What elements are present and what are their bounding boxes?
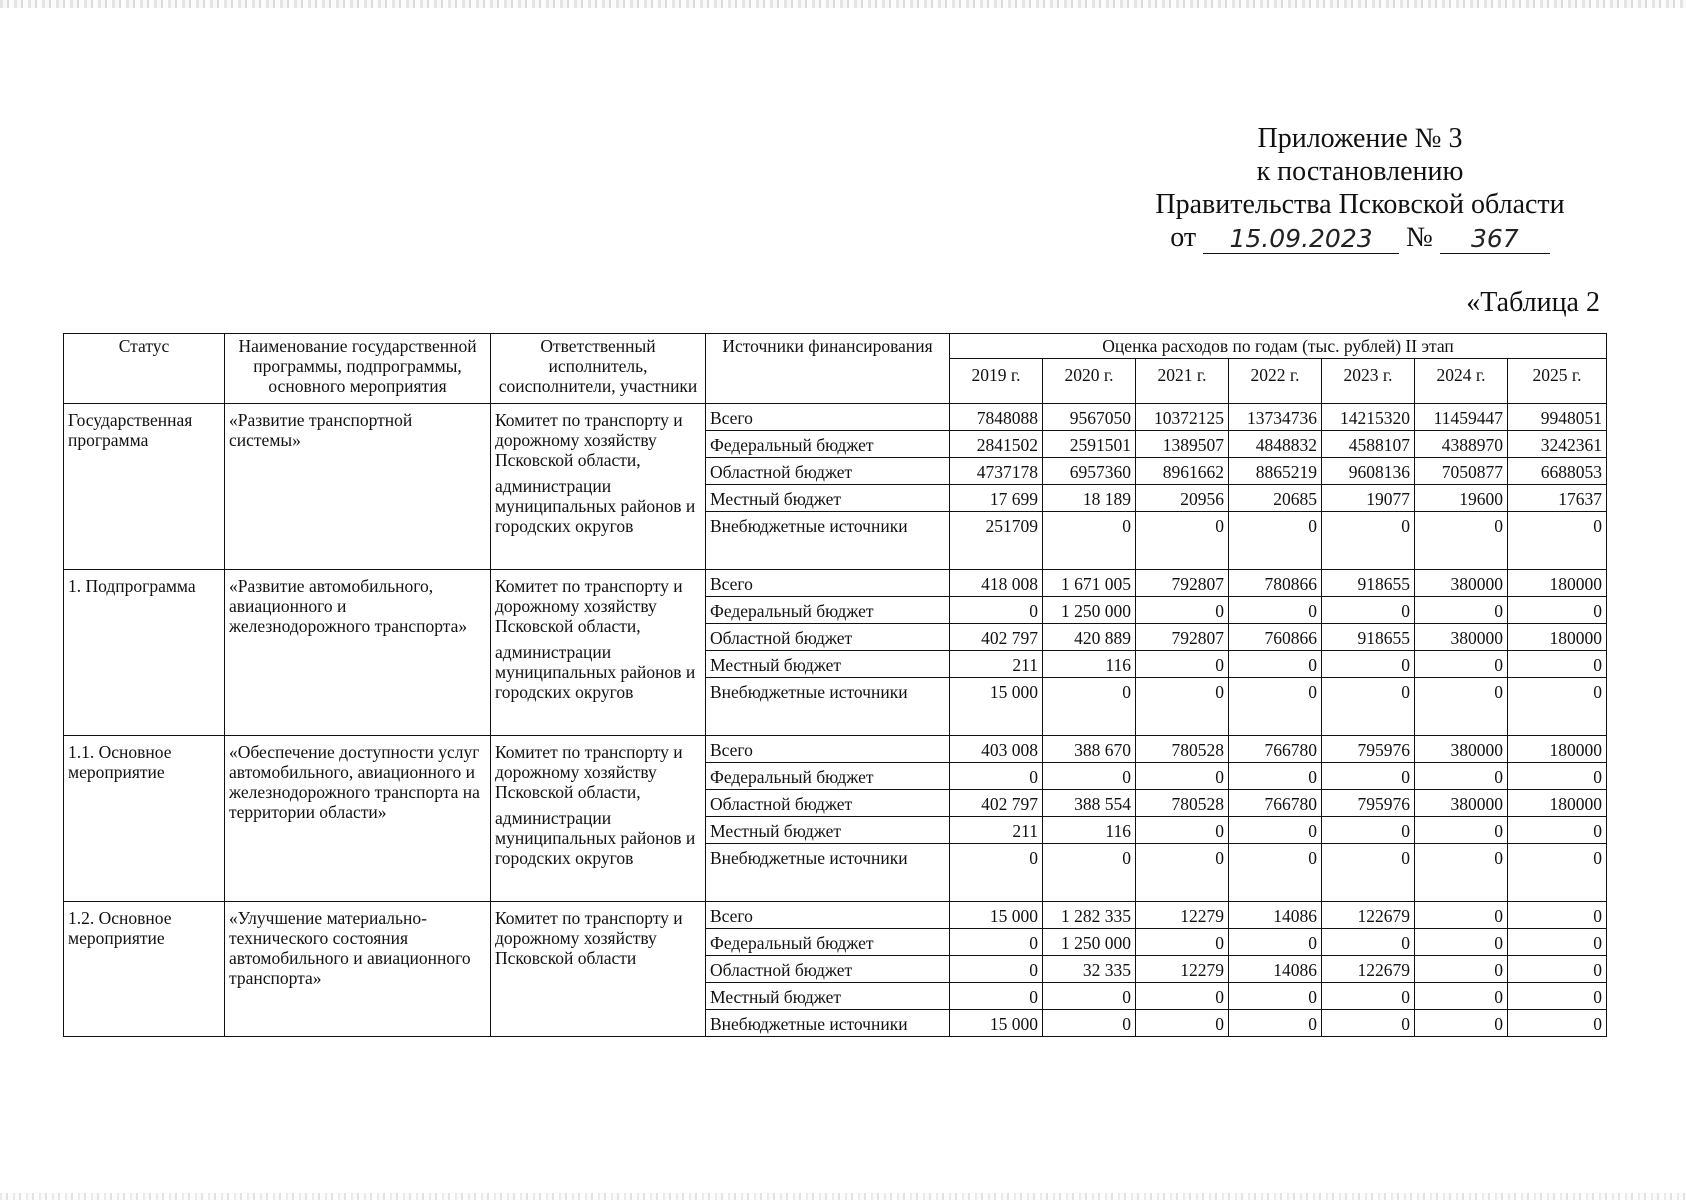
amount-cell: 388 554	[1043, 790, 1136, 817]
amount-cell: 420 889	[1043, 624, 1136, 651]
amount-cell: 380000	[1415, 790, 1508, 817]
header-year: 2019 г.	[950, 359, 1043, 404]
amount-cell: 0	[1415, 956, 1508, 983]
amount-cell: 0	[1136, 651, 1229, 678]
appendix-date-line	[1130, 221, 1590, 254]
funding-source-cell: Всего	[706, 570, 950, 597]
funding-source-cell: Внебюджетные источники	[706, 678, 950, 736]
appendix-reference: к постановлению	[1256, 156, 1464, 187]
amount-cell: 918655	[1322, 624, 1415, 651]
amount-cell: 0	[1136, 929, 1229, 956]
amount-cell: 12279	[1136, 956, 1229, 983]
funding-source-cell: Областной бюджет	[706, 458, 950, 485]
amount-cell: 0	[1136, 1010, 1229, 1037]
appendix-issuer: Правительства Псковской области	[1155, 189, 1565, 220]
amount-cell: 780528	[1136, 790, 1229, 817]
amount-cell: 0	[1508, 902, 1607, 929]
financing-table	[63, 333, 1607, 1037]
amount-cell: 0	[1508, 844, 1607, 902]
amount-cell: 0	[1229, 1010, 1322, 1037]
amount-cell: 8961662	[1136, 458, 1229, 485]
header-sources: Источники финансирования	[706, 334, 950, 404]
handwritten-date: 15.09.2023	[1203, 225, 1399, 254]
amount-cell: 1389507	[1136, 431, 1229, 458]
amount-cell: 0	[1229, 844, 1322, 902]
funding-source-cell: Федеральный бюджет	[706, 431, 950, 458]
funding-source-cell: Местный бюджет	[706, 817, 950, 844]
amount-cell: 3242361	[1508, 431, 1607, 458]
amount-cell: 0	[1415, 597, 1508, 624]
header-row-main	[64, 334, 1607, 359]
amount-cell: 17 699	[950, 485, 1043, 512]
amount-cell: 0	[1136, 844, 1229, 902]
amount-cell: 0	[1415, 817, 1508, 844]
amount-cell: 0	[1322, 763, 1415, 790]
amount-cell: 7050877	[1415, 458, 1508, 485]
amount-cell: 0	[1229, 512, 1322, 570]
table-row	[64, 902, 1607, 929]
amount-cell: 0	[1415, 651, 1508, 678]
amount-cell: 403 008	[950, 736, 1043, 763]
appendix-header	[1130, 122, 1590, 254]
status-cell: 1. Подпрограмма	[64, 570, 225, 736]
header-year: 2021 г.	[1136, 359, 1229, 404]
amount-cell: 14086	[1229, 902, 1322, 929]
executor-cell	[491, 902, 706, 1037]
executor-paragraph: Комитет по транспорту и дорожному хозяйству Псковской области,	[495, 576, 683, 636]
table-title: «Таблица 2	[1466, 287, 1600, 318]
executor-paragraph: администрации муниципальных районов и городских округов	[495, 808, 696, 868]
amount-cell: 251709	[950, 512, 1043, 570]
status-cell: 1.1. Основное мероприятие	[64, 736, 225, 902]
header-program-name: Наименование государственной программы, подпрограммы, основного мероприятия	[225, 334, 491, 404]
funding-source-cell: Внебюджетные источники	[706, 844, 950, 902]
amount-cell: 0	[1415, 983, 1508, 1010]
amount-cell: 0	[1322, 983, 1415, 1010]
amount-cell: 0	[1043, 983, 1136, 1010]
header-year: 2022 г.	[1229, 359, 1322, 404]
amount-cell: 12279	[1136, 902, 1229, 929]
header-year: 2020 г.	[1043, 359, 1136, 404]
amount-cell: 122679	[1322, 956, 1415, 983]
amount-cell: 780866	[1229, 570, 1322, 597]
amount-cell: 211	[950, 817, 1043, 844]
amount-cell: 0	[1322, 597, 1415, 624]
amount-cell: 0	[950, 763, 1043, 790]
program-name-cell: «Развитие транспортной системы»	[225, 404, 491, 570]
amount-cell: 15 000	[950, 678, 1043, 736]
executor-paragraph: администрации муниципальных районов и городских округов	[495, 476, 696, 536]
funding-source-cell: Внебюджетные источники	[706, 1010, 950, 1037]
amount-cell: 20685	[1229, 485, 1322, 512]
amount-cell: 14086	[1229, 956, 1322, 983]
amount-cell: 10372125	[1136, 404, 1229, 431]
handwritten-number: 367	[1440, 225, 1550, 254]
amount-cell: 780528	[1136, 736, 1229, 763]
table-header	[64, 334, 1607, 404]
amount-cell: 380000	[1415, 624, 1508, 651]
scan-edge-top	[0, 0, 1686, 8]
amount-cell: 0	[1415, 678, 1508, 736]
amount-cell: 180000	[1508, 570, 1607, 597]
amount-cell: 0	[1229, 678, 1322, 736]
header-year: 2023 г.	[1322, 359, 1415, 404]
funding-source-cell: Всего	[706, 736, 950, 763]
amount-cell: 211	[950, 651, 1043, 678]
amount-cell: 0	[1508, 983, 1607, 1010]
amount-cell: 180000	[1508, 790, 1607, 817]
amount-cell: 792807	[1136, 624, 1229, 651]
amount-cell: 792807	[1136, 570, 1229, 597]
funding-source-cell: Местный бюджет	[706, 983, 950, 1010]
amount-cell: 0	[1322, 678, 1415, 736]
amount-cell: 0	[1415, 512, 1508, 570]
amount-cell: 0	[1322, 817, 1415, 844]
amount-cell: 116	[1043, 651, 1136, 678]
funding-source-cell: Местный бюджет	[706, 485, 950, 512]
amount-cell: 0	[1508, 512, 1607, 570]
funding-source-cell: Всего	[706, 404, 950, 431]
amount-cell: 0	[1136, 678, 1229, 736]
amount-cell: 0	[1508, 651, 1607, 678]
header-executor: Ответственный исполнитель, соисполнители, участники	[491, 334, 706, 404]
amount-cell: 0	[950, 844, 1043, 902]
executor-paragraph: администрации муниципальных районов и городских округов	[495, 642, 696, 702]
amount-cell: 402 797	[950, 790, 1043, 817]
amount-cell: 0	[1229, 817, 1322, 844]
amount-cell: 19077	[1322, 485, 1415, 512]
amount-cell: 0	[1043, 844, 1136, 902]
executor-cell	[491, 570, 706, 736]
date-prefix: от	[1170, 222, 1197, 253]
program-name-cell: «Улучшение материально-технического состояния автомобильного и авиационного транспорта»	[225, 902, 491, 1037]
amount-cell: 766780	[1229, 736, 1322, 763]
amount-cell: 0	[950, 956, 1043, 983]
amount-cell: 7848088	[950, 404, 1043, 431]
amount-cell: 14215320	[1322, 404, 1415, 431]
amount-cell: 15 000	[950, 1010, 1043, 1037]
amount-cell: 0	[1043, 678, 1136, 736]
funding-source-cell: Областной бюджет	[706, 790, 950, 817]
amount-cell: 32 335	[1043, 956, 1136, 983]
amount-cell: 0	[1229, 763, 1322, 790]
amount-cell: 1 671 005	[1043, 570, 1136, 597]
amount-cell: 0	[1322, 1010, 1415, 1037]
executor-paragraph: Комитет по транспорту и дорожному хозяйству Псковской области,	[495, 410, 683, 470]
table-row	[64, 404, 1607, 431]
amount-cell: 0	[1415, 929, 1508, 956]
amount-cell: 4848832	[1229, 431, 1322, 458]
amount-cell: 0	[1322, 844, 1415, 902]
amount-cell: 0	[1415, 902, 1508, 929]
amount-cell: 15 000	[950, 902, 1043, 929]
amount-cell: 4388970	[1415, 431, 1508, 458]
amount-cell: 0	[1136, 983, 1229, 1010]
amount-cell: 0	[1322, 651, 1415, 678]
amount-cell: 0	[1229, 597, 1322, 624]
amount-cell: 0	[1136, 763, 1229, 790]
amount-cell: 9948051	[1508, 404, 1607, 431]
amount-cell: 0	[950, 983, 1043, 1010]
status-cell: 1.2. Основное мероприятие	[64, 902, 225, 1037]
table-body	[64, 404, 1607, 1037]
amount-cell: 388 670	[1043, 736, 1136, 763]
amount-cell: 402 797	[950, 624, 1043, 651]
scan-edge-bottom	[0, 1193, 1686, 1200]
amount-cell: 795976	[1322, 736, 1415, 763]
amount-cell: 0	[950, 929, 1043, 956]
executor-cell	[491, 404, 706, 570]
amount-cell: 2841502	[950, 431, 1043, 458]
amount-cell: 2591501	[1043, 431, 1136, 458]
amount-cell: 0	[1322, 929, 1415, 956]
header-expense-estimate: Оценка расходов по годам (тыс. рублей) II этап	[950, 334, 1607, 359]
amount-cell: 4588107	[1322, 431, 1415, 458]
amount-cell: 13734736	[1229, 404, 1322, 431]
amount-cell: 380000	[1415, 570, 1508, 597]
table-row	[64, 570, 1607, 597]
status-cell: Государственная программа	[64, 404, 225, 570]
amount-cell: 6688053	[1508, 458, 1607, 485]
amount-cell: 0	[1229, 651, 1322, 678]
amount-cell: 19600	[1415, 485, 1508, 512]
amount-cell: 380000	[1415, 736, 1508, 763]
amount-cell: 418 008	[950, 570, 1043, 597]
amount-cell: 0	[1136, 512, 1229, 570]
amount-cell: 0	[1229, 983, 1322, 1010]
number-label: №	[1406, 222, 1433, 253]
amount-cell: 0	[1508, 956, 1607, 983]
amount-cell: 20956	[1136, 485, 1229, 512]
header-status: Статус	[64, 334, 225, 404]
amount-cell: 0	[1043, 1010, 1136, 1037]
amount-cell: 0	[1508, 597, 1607, 624]
appendix-number: Приложение № 3	[1257, 123, 1463, 154]
amount-cell: 0	[1415, 763, 1508, 790]
amount-cell: 1 282 335	[1043, 902, 1136, 929]
amount-cell: 9567050	[1043, 404, 1136, 431]
funding-source-cell: Всего	[706, 902, 950, 929]
funding-source-cell: Федеральный бюджет	[706, 597, 950, 624]
header-year: 2024 г.	[1415, 359, 1508, 404]
amount-cell: 17637	[1508, 485, 1607, 512]
amount-cell: 0	[1136, 597, 1229, 624]
amount-cell: 9608136	[1322, 458, 1415, 485]
amount-cell: 4737178	[950, 458, 1043, 485]
amount-cell: 0	[1136, 817, 1229, 844]
amount-cell: 766780	[1229, 790, 1322, 817]
amount-cell: 0	[1043, 512, 1136, 570]
amount-cell: 0	[1322, 512, 1415, 570]
amount-cell: 0	[1415, 844, 1508, 902]
amount-cell: 6957360	[1043, 458, 1136, 485]
amount-cell: 1 250 000	[1043, 597, 1136, 624]
amount-cell: 0	[1415, 1010, 1508, 1037]
executor-paragraph: Комитет по транспорту и дорожному хозяйству Псковской области,	[495, 742, 683, 802]
amount-cell: 18 189	[1043, 485, 1136, 512]
amount-cell: 0	[1229, 929, 1322, 956]
amount-cell: 122679	[1322, 902, 1415, 929]
amount-cell: 180000	[1508, 624, 1607, 651]
executor-paragraph: Комитет по транспорту и дорожному хозяйству Псковской области	[495, 908, 683, 968]
amount-cell: 795976	[1322, 790, 1415, 817]
amount-cell: 918655	[1322, 570, 1415, 597]
amount-cell: 0	[1508, 817, 1607, 844]
amount-cell: 760866	[1229, 624, 1322, 651]
amount-cell: 0	[1508, 678, 1607, 736]
program-name-cell: «Обеспечение доступности услуг автомобильного, авиационного и железнодорожного транспорта на территории области»	[225, 736, 491, 902]
executor-cell	[491, 736, 706, 902]
amount-cell: 11459447	[1415, 404, 1508, 431]
amount-cell: 0	[1508, 763, 1607, 790]
funding-source-cell: Областной бюджет	[706, 956, 950, 983]
amount-cell: 0	[950, 597, 1043, 624]
amount-cell: 0	[1508, 929, 1607, 956]
funding-source-cell: Областной бюджет	[706, 624, 950, 651]
amount-cell: 0	[1043, 763, 1136, 790]
program-name-cell: «Развитие автомобильного, авиационного и железнодорожного транспорта»	[225, 570, 491, 736]
funding-source-cell: Местный бюджет	[706, 651, 950, 678]
amount-cell: 0	[1508, 1010, 1607, 1037]
amount-cell: 116	[1043, 817, 1136, 844]
funding-source-cell: Федеральный бюджет	[706, 763, 950, 790]
amount-cell: 180000	[1508, 736, 1607, 763]
header-year: 2025 г.	[1508, 359, 1607, 404]
amount-cell: 8865219	[1229, 458, 1322, 485]
funding-source-cell: Внебюджетные источники	[706, 512, 950, 570]
funding-source-cell: Федеральный бюджет	[706, 929, 950, 956]
table-row	[64, 736, 1607, 763]
amount-cell: 1 250 000	[1043, 929, 1136, 956]
